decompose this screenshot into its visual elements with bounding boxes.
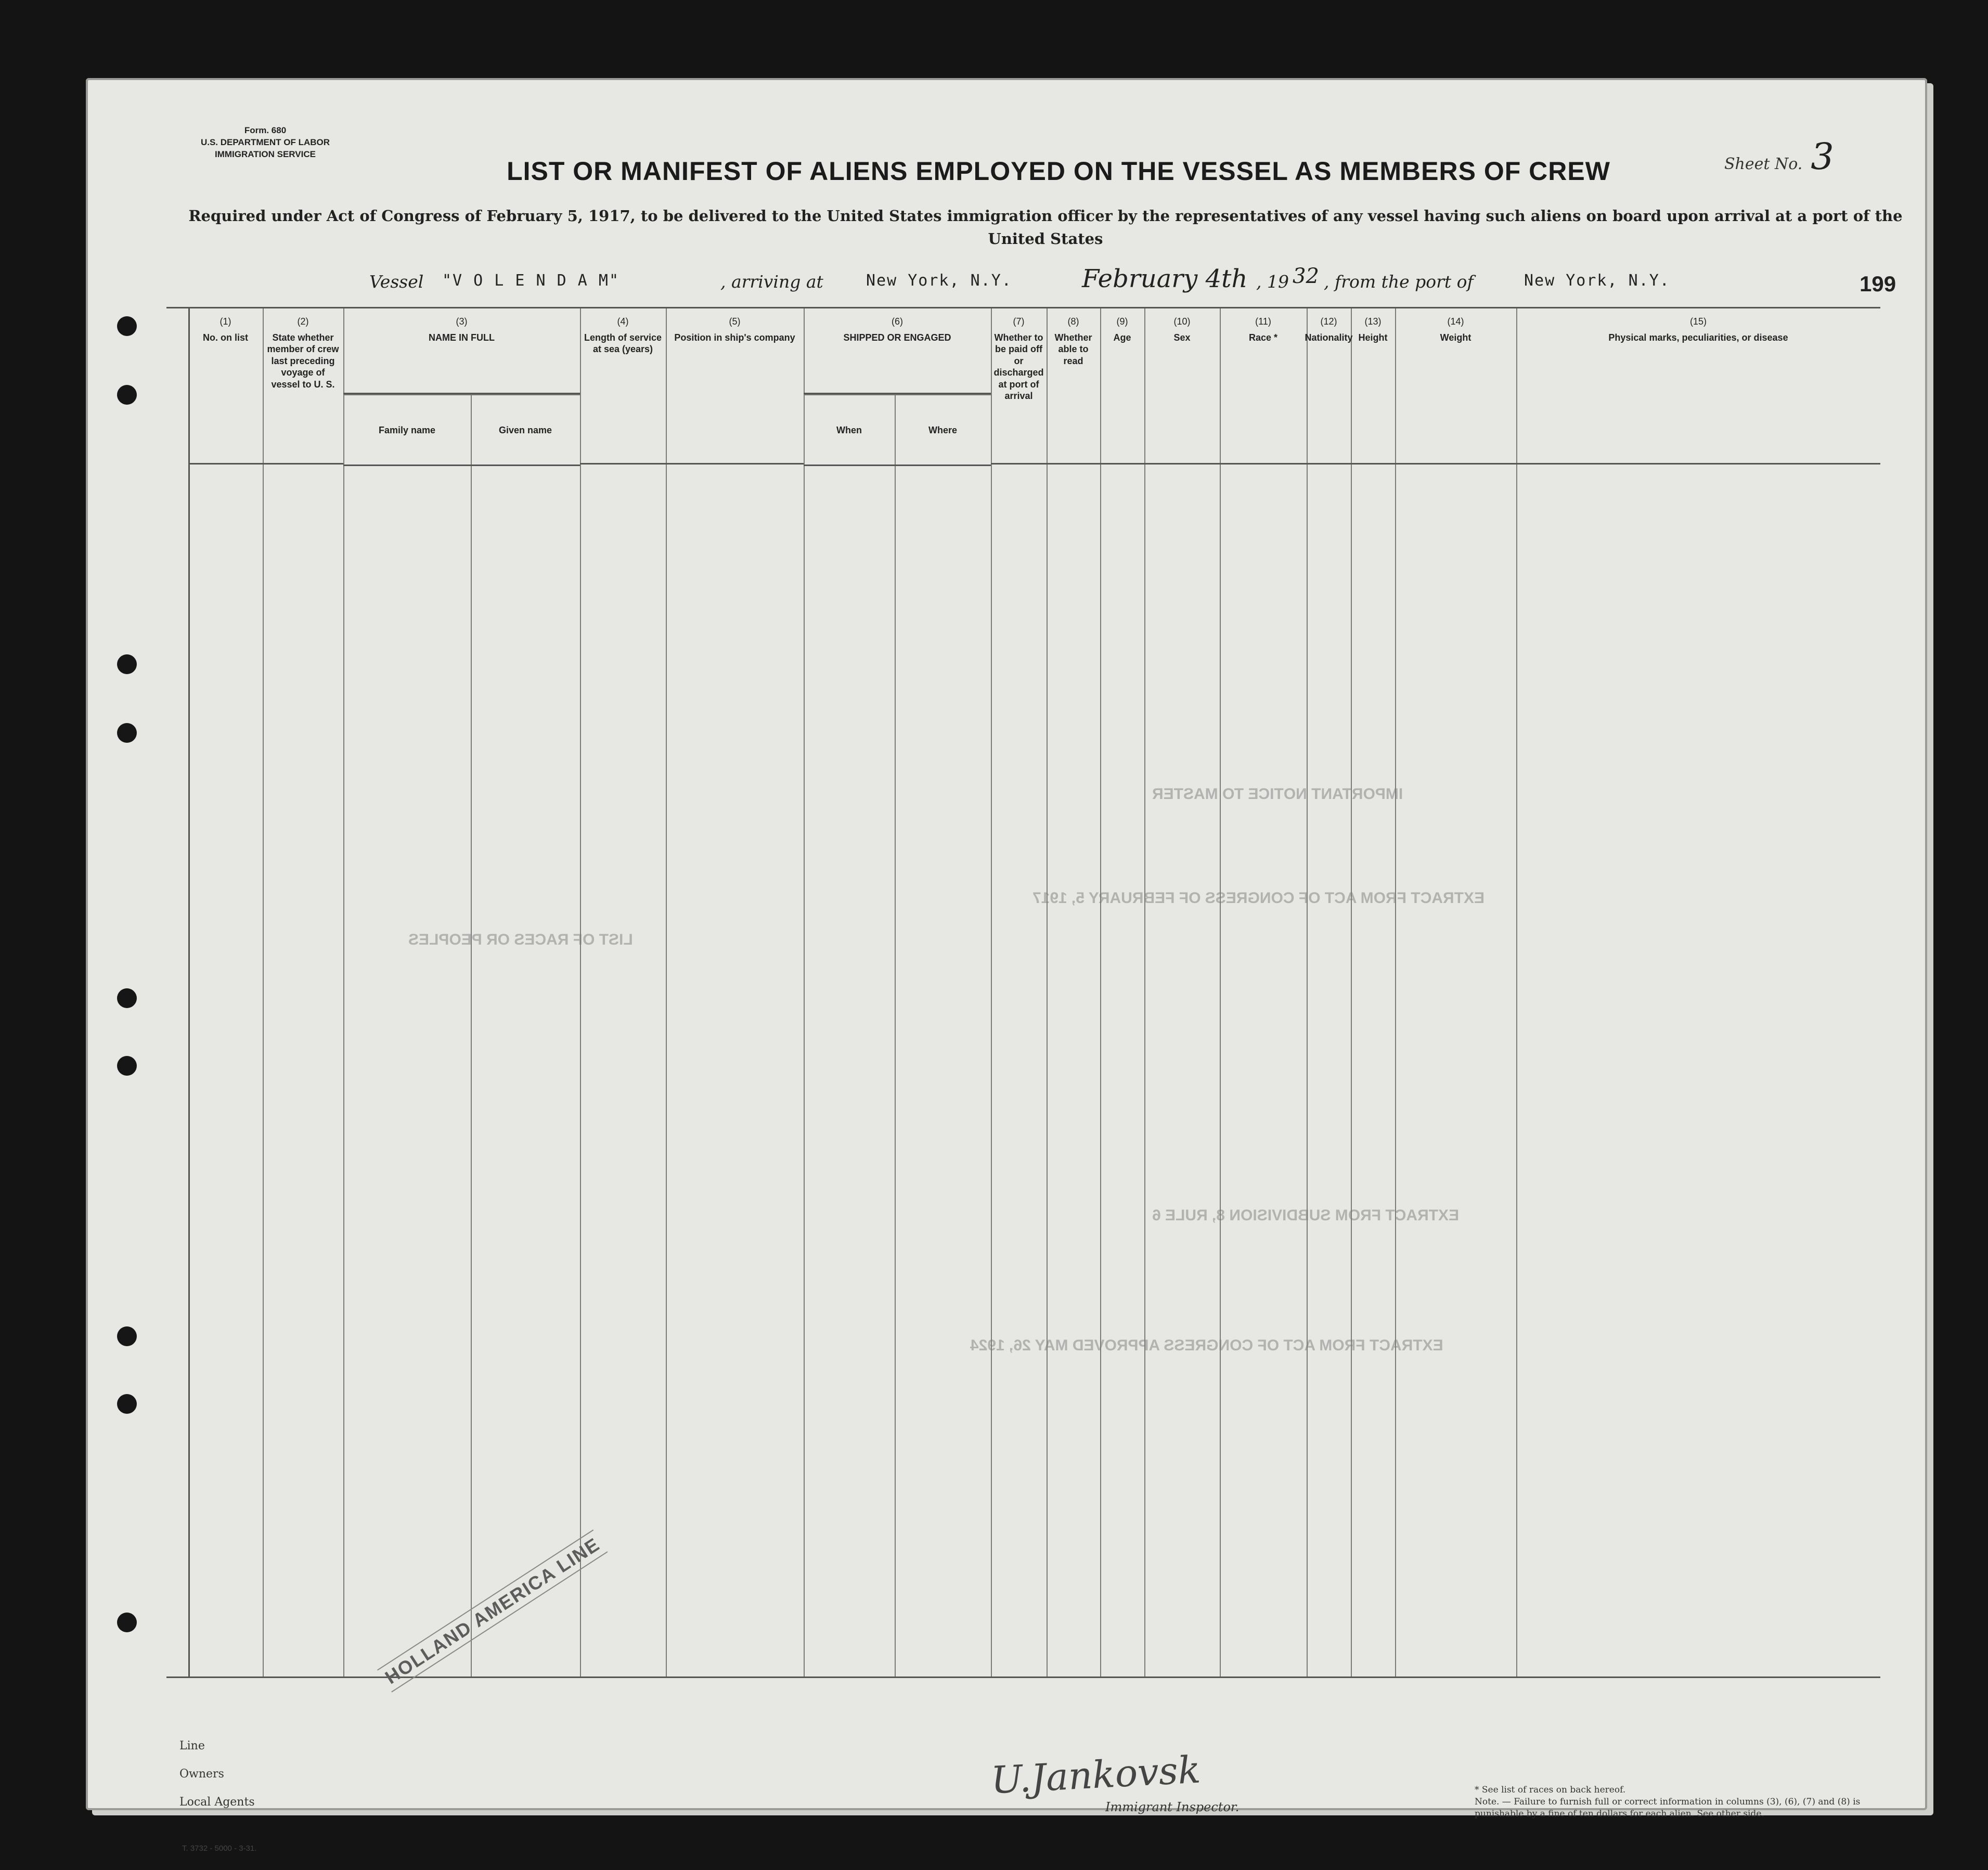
column-divider [471,394,472,1676]
column-number: (13) [1364,316,1382,327]
owners-label: Owners [179,1768,224,1781]
vessel-name: "V O L E N D A M" [442,272,620,290]
inspector-signature: U.Jankovsk [990,1747,1202,1802]
column-header [1516,308,1880,465]
punch-hole [117,723,137,743]
inspector-label: Immigrant Inspector. [1105,1800,1240,1814]
column-divider [1307,308,1308,1676]
column-divider [804,308,805,1676]
print-code: T. 3732 - 5000 - 3-31. [182,1844,257,1853]
arriving-label: , arriving at [720,272,823,292]
races-note: * See list of races on back hereof. [1475,1785,1626,1795]
column-number: (1) [220,316,231,327]
column-divider [1516,308,1517,1676]
column-number: (14) [1447,316,1464,327]
column-label: Sex [1173,332,1191,343]
column-label: Age [1113,332,1131,343]
column-header [804,308,991,394]
column-header [580,308,666,465]
column-divider [188,308,190,1676]
punch-hole [117,1394,137,1414]
header-rule [471,465,580,466]
column-header [343,308,580,394]
footnotes [1475,1784,1891,1820]
column-subheader: Family name [343,394,471,466]
column-number: (5) [729,316,741,327]
column-number: (11) [1255,316,1271,327]
column-label: State whether member of crew last preceding voyage of vessel to U. S. [267,332,339,390]
column-divider [895,394,896,1676]
statutory-requirement: Required under Act of Congress of February 5, 1917, to be delivered to the United States immigration officer by the representatives of any vessel having such aliens on board upon arrival at a port of the United States [188,207,1903,248]
header-rule [343,465,471,466]
from-port: New York, N.Y. [1524,272,1670,290]
column-label: Physical marks, peculiarities, or disease [1608,332,1788,343]
column-divider [580,308,581,1676]
column-header [1047,308,1100,465]
column-number: (6) [892,316,903,327]
column-number: (9) [1116,316,1128,327]
punch-hole [117,1613,137,1632]
sheet-number-label: Sheet No. [1724,155,1803,173]
column-label: Height [1358,332,1388,343]
punch-hole [117,1056,137,1076]
form-number: Form. 680 [244,125,287,135]
arrival-year: 32 [1293,264,1319,288]
column-number: (3) [456,316,468,327]
document-title: LIST OR MANIFEST OF ALIENS EMPLOYED ON THE VESSEL AS MEMBERS OF CREW [507,157,1610,186]
column-label: Length of service at sea (years) [584,332,662,354]
column-header [991,308,1047,465]
list-number: 199 [1860,272,1896,296]
column-label: Weight [1440,332,1471,343]
column-number: (15) [1689,316,1707,327]
column-header [1395,308,1516,465]
penalty-note: Note. — Failure to furnish full or correct information in columns (3), (6), (7) and (8) is punishable by a fine of ten dollars for each alien. See other side. [1475,1796,1861,1819]
column-divider [1047,308,1048,1676]
column-header [666,308,804,465]
column-label: Race * [1248,332,1278,343]
bleed-through-notice: IMPORTANT NOTICE TO MASTER [1152,785,1403,803]
from-port-label: , from the port of [1324,272,1474,292]
header-rule [895,465,991,466]
bleed-through-extract: EXTRACT FROM SUBDIVISION 8, RULE 6 [1152,1207,1460,1224]
vessel-line [198,264,1904,303]
column-subheader: Given name [471,394,580,466]
punch-hole [117,316,137,336]
bleed-through-extract: EXTRACT FROM ACT OF CONGRESS OF FEBRUARY 5, 1917 [1032,889,1484,907]
vessel-label: Vessel [369,272,424,292]
punch-hole [117,654,137,674]
column-number: (10) [1173,316,1191,327]
column-number: (4) [617,316,629,327]
column-number: (8) [1067,316,1079,327]
manifest-sheet [86,78,1927,1853]
year-prefix: , 19 [1256,272,1289,292]
column-divider [991,308,992,1676]
column-header [1351,308,1395,465]
column-header [1220,308,1307,465]
column-label: Whether to be paid off or discharged at port of arrival [993,332,1044,401]
column-header [1307,308,1351,465]
sheet-number-value: 3 [1811,135,1834,178]
column-divider [1144,308,1145,1676]
form-identifier [166,125,364,161]
local-agents-label: Local Agents [179,1796,255,1809]
column-label: Nationality [1305,332,1353,343]
line-owner-fields [179,1732,255,1816]
column-header [1100,308,1144,465]
column-subheader: When [804,394,895,466]
bleed-through-races: LIST OF RACES OR PEOPLES [408,931,633,948]
column-number: (12) [1320,316,1337,327]
punch-hole [117,988,137,1008]
column-label: NAME IN FULL [429,332,495,343]
arrival-date: February 4th [1082,264,1248,293]
manifest-table [166,307,1880,1678]
column-divider [1351,308,1352,1676]
column-divider [343,308,344,1676]
holland-america-line-stamp: HOLLAND AMERICA LINE [377,1529,608,1692]
arrival-port: New York, N.Y. [866,272,1012,290]
column-divider [666,308,667,1676]
column-number: (2) [297,316,309,327]
column-divider [1100,308,1101,1676]
column-header [263,308,343,465]
punch-hole [117,1326,137,1346]
service-name: IMMIGRATION SERVICE [215,149,316,159]
column-subheader: Where [895,394,991,466]
column-header [188,308,263,465]
column-label: Position in ship's company [674,332,795,343]
column-header [1144,308,1220,465]
punch-hole [117,385,137,405]
column-divider [263,308,264,1676]
column-label: Whether able to read [1054,332,1092,366]
line-label: Line [179,1739,205,1752]
column-divider [1395,308,1396,1676]
column-label: SHIPPED OR ENGAGED [843,332,951,343]
bleed-through-extract: EXTRACT FROM ACT OF CONGRESS APPROVED MAY 26, 1924 [970,1337,1443,1354]
column-number: (7) [1013,316,1025,327]
column-label: No. on list [203,332,248,343]
column-divider [1220,308,1221,1676]
header-rule [804,465,895,466]
department-name: U.S. DEPARTMENT OF LABOR [200,137,330,147]
